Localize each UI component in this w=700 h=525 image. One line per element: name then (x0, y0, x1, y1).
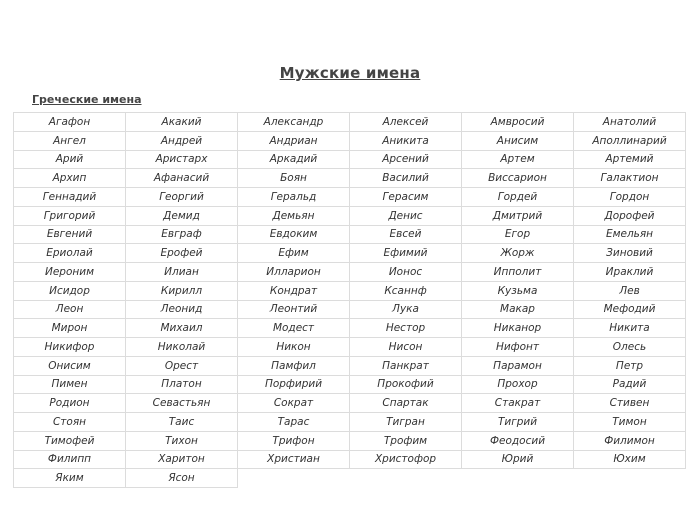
name-cell: Ясон (126, 469, 238, 488)
name-cell: Аникита (350, 131, 462, 150)
name-cell: Лука (350, 300, 462, 319)
table-row (14, 113, 686, 132)
name-cell: Сократ (238, 394, 350, 413)
name-cell: Ефимий (350, 244, 462, 263)
name-cell: Мефодий (574, 300, 686, 319)
name-cell: Парамон (462, 356, 574, 375)
table-row (14, 263, 686, 282)
name-cell: Прохор (462, 375, 574, 394)
name-cell: Исидор (14, 281, 126, 300)
name-cell: Никифор (14, 338, 126, 357)
empty-cell (462, 469, 574, 488)
name-cell: Ионос (350, 263, 462, 282)
empty-cell (350, 469, 462, 488)
name-cell: Панкрат (350, 356, 462, 375)
name-cell: Тихон (126, 431, 238, 450)
name-cell: Григорий (14, 206, 126, 225)
name-cell: Евсей (350, 225, 462, 244)
names-table-body (14, 113, 686, 488)
name-cell: Боян (238, 169, 350, 188)
name-cell: Таис (126, 413, 238, 432)
name-cell: Егор (462, 225, 574, 244)
name-cell: Галактион (574, 169, 686, 188)
name-cell: Николай (126, 338, 238, 357)
name-cell: Христофор (350, 450, 462, 469)
names-table (13, 112, 686, 488)
name-cell: Анисим (462, 131, 574, 150)
name-cell: Демьян (238, 206, 350, 225)
name-cell: Василий (350, 169, 462, 188)
name-cell: Ерофей (126, 244, 238, 263)
name-cell: Аристарх (126, 150, 238, 169)
name-cell: Андрей (126, 131, 238, 150)
table-row (14, 169, 686, 188)
name-cell: Яким (14, 469, 126, 488)
name-cell: Кузьма (462, 281, 574, 300)
name-cell: Никита (574, 319, 686, 338)
name-cell: Филимон (574, 431, 686, 450)
name-cell: Гордей (462, 188, 574, 207)
table-row (14, 281, 686, 300)
name-cell: Кондрат (238, 281, 350, 300)
name-cell: Андриан (238, 131, 350, 150)
name-cell: Арий (14, 150, 126, 169)
name-cell: Афанасий (126, 169, 238, 188)
name-cell: Емельян (574, 225, 686, 244)
name-cell: Севастьян (126, 394, 238, 413)
name-cell: Стакрат (462, 394, 574, 413)
name-cell: Стивен (574, 394, 686, 413)
empty-cell (574, 469, 686, 488)
name-cell: Агафон (14, 113, 126, 132)
table-row (14, 375, 686, 394)
name-cell: Илларион (238, 263, 350, 282)
name-cell: Архип (14, 169, 126, 188)
name-cell: Тимофей (14, 431, 126, 450)
name-cell: Юхим (574, 450, 686, 469)
name-cell: Ираклий (574, 263, 686, 282)
name-cell: Леон (14, 300, 126, 319)
name-cell: Трофим (350, 431, 462, 450)
page-title: Мужские имена (279, 64, 421, 82)
name-cell: Евгений (14, 225, 126, 244)
table-row (14, 431, 686, 450)
name-cell: Платон (126, 375, 238, 394)
name-cell: Дмитрий (462, 206, 574, 225)
name-cell: Нестор (350, 319, 462, 338)
name-cell: Ефим (238, 244, 350, 263)
name-cell: Амвросий (462, 113, 574, 132)
section-title-greek-names: Греческие имена (32, 93, 142, 106)
name-cell: Герасим (350, 188, 462, 207)
name-cell: Геральд (238, 188, 350, 207)
empty-cell (238, 469, 350, 488)
table-row (14, 244, 686, 263)
name-cell: Стоян (14, 413, 126, 432)
name-cell: Никон (238, 338, 350, 357)
name-cell: Нифонт (462, 338, 574, 357)
name-cell: Алексей (350, 113, 462, 132)
name-cell: Тарас (238, 413, 350, 432)
table-row (14, 150, 686, 169)
table-row (14, 319, 686, 338)
name-cell: Спартак (350, 394, 462, 413)
table-row (14, 188, 686, 207)
name-cell: Артемий (574, 150, 686, 169)
name-cell: Виссарион (462, 169, 574, 188)
name-cell: Памфил (238, 356, 350, 375)
name-cell: Александр (238, 113, 350, 132)
name-cell: Артем (462, 150, 574, 169)
name-cell: Модест (238, 319, 350, 338)
table-row (14, 413, 686, 432)
name-cell: Петр (574, 356, 686, 375)
name-cell: Аркадий (238, 150, 350, 169)
name-cell: Жорж (462, 244, 574, 263)
name-cell: Леонид (126, 300, 238, 319)
name-cell: Нисон (350, 338, 462, 357)
name-cell: Гордон (574, 188, 686, 207)
table-row (14, 356, 686, 375)
name-cell: Иероним (14, 263, 126, 282)
name-cell: Акакий (126, 113, 238, 132)
name-cell: Родион (14, 394, 126, 413)
name-cell: Онисим (14, 356, 126, 375)
name-cell: Леонтий (238, 300, 350, 319)
name-cell: Кирилл (126, 281, 238, 300)
name-cell: Никанор (462, 319, 574, 338)
name-cell: Прокофий (350, 375, 462, 394)
name-cell: Харитон (126, 450, 238, 469)
name-cell: Георгий (126, 188, 238, 207)
name-cell: Трифон (238, 431, 350, 450)
name-cell: Феодосий (462, 431, 574, 450)
name-cell: Орест (126, 356, 238, 375)
name-cell: Порфирий (238, 375, 350, 394)
name-cell: Христиан (238, 450, 350, 469)
name-cell: Филипп (14, 450, 126, 469)
name-cell: Пимен (14, 375, 126, 394)
name-cell: Тимон (574, 413, 686, 432)
name-cell: Ериолай (14, 244, 126, 263)
name-cell: Олесь (574, 338, 686, 357)
table-row (14, 206, 686, 225)
name-cell: Макар (462, 300, 574, 319)
table-row (14, 225, 686, 244)
name-cell: Тигран (350, 413, 462, 432)
table-row (14, 338, 686, 357)
name-cell: Дорофей (574, 206, 686, 225)
name-cell: Михаил (126, 319, 238, 338)
name-cell: Демид (126, 206, 238, 225)
name-cell: Тигрий (462, 413, 574, 432)
table-row (14, 131, 686, 150)
name-cell: Ангел (14, 131, 126, 150)
name-cell: Юрий (462, 450, 574, 469)
name-cell: Евдоким (238, 225, 350, 244)
name-cell: Денис (350, 206, 462, 225)
name-cell: Лев (574, 281, 686, 300)
table-row (14, 469, 686, 488)
name-cell: Зиновий (574, 244, 686, 263)
name-cell: Аполлинарий (574, 131, 686, 150)
name-cell: Мирон (14, 319, 126, 338)
name-cell: Радий (574, 375, 686, 394)
name-cell: Евграф (126, 225, 238, 244)
name-cell: Анатолий (574, 113, 686, 132)
name-cell: Ксаннф (350, 281, 462, 300)
table-row (14, 394, 686, 413)
name-cell: Ипполит (462, 263, 574, 282)
table-row (14, 450, 686, 469)
name-cell: Арсений (350, 150, 462, 169)
table-row (14, 300, 686, 319)
name-cell: Геннадий (14, 188, 126, 207)
name-cell: Илиан (126, 263, 238, 282)
